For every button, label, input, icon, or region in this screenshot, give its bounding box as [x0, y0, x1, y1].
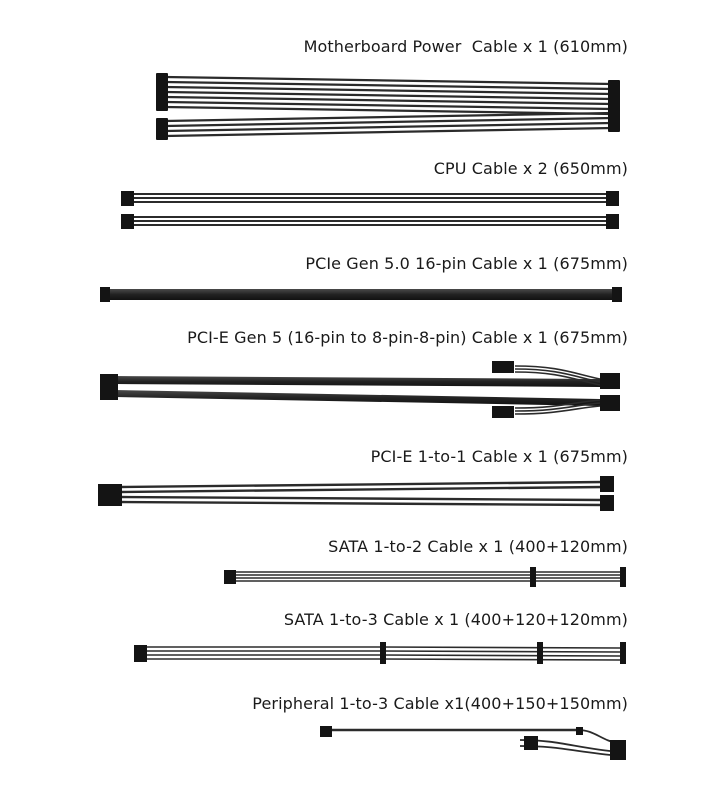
cpu-cable-image [121, 191, 619, 229]
cable-label-sata-1to3: SATA 1-to-3 Cable x 1 (400+120+120mm) [283, 610, 628, 629]
motherboard-power-cable-image [156, 73, 620, 140]
peripheral-1to3-cable-image [320, 726, 626, 760]
cable-label-peripheral-1to3: Peripheral 1-to-3 Cable x1(400+150+150mm) [252, 694, 628, 713]
pcie-1to1-cable-image [98, 476, 614, 511]
cable-label-pcie-1to1: PCI-E 1-to-1 Cable x 1 (675mm) [370, 447, 628, 466]
pcie-gen5-16pin-cable-image [100, 287, 622, 302]
sata-1to2-cable-image [224, 567, 626, 587]
cable-label-cpu: CPU Cable x 2 (650mm) [433, 159, 628, 178]
sata-1to3-cable-image [134, 642, 626, 664]
pcie-gen5-split-cable-image [100, 361, 620, 418]
cable-label-sata-1to2: SATA 1-to-2 Cable x 1 (400+120mm) [328, 537, 628, 556]
cable-label-pcie-gen5-16pin: PCIe Gen 5.0 16-pin Cable x 1 (675mm) [305, 254, 628, 273]
cable-label-motherboard-power: Motherboard Power Cable x 1 (610mm) [303, 37, 628, 56]
cable-label-pcie-gen5-split: PCI-E Gen 5 (16-pin to 8-pin-8-pin) Cable x 1 (675mm) [187, 328, 628, 347]
